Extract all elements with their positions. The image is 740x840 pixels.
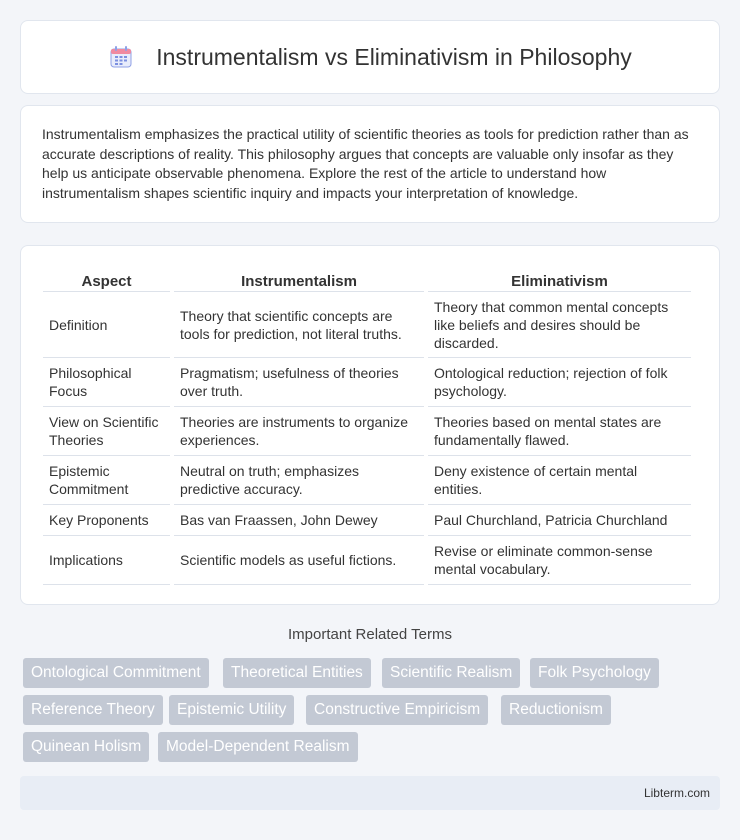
tag-reference-theory[interactable]: Reference Theory [23,695,163,725]
comparison-table [39,266,695,585]
table-header-row [43,266,691,292]
cell-aspect: Definition [43,292,170,358]
cell-instrumentalism: Scientific models as useful fictions. [174,536,424,585]
cell-instrumentalism: Pragmatism; usefulness of theories over truth. [174,358,424,407]
cell-instrumentalism: Bas van Fraassen, John Dewey [174,505,424,536]
cell-eliminativism: Deny existence of certain mental entities. [428,456,691,505]
footer-site-link[interactable]: Libterm.com [643,786,710,800]
table-row [43,358,691,407]
tag-model-dependent-realism[interactable]: Model-Dependent Realism [158,732,358,762]
cell-eliminativism: Theories based on mental states are fundamentally flawed. [428,407,691,456]
tag-scientific-realism[interactable]: Scientific Realism [382,658,520,688]
table-row [43,407,691,456]
cell-eliminativism: Ontological reduction; rejection of folk psychology. [428,358,691,407]
intro-paragraph: Instrumentalism emphasizes the practical utility of scientific theories as tools for prediction rather than as accurate descriptions of reality. This philosophy argues that concepts are valuable only insofar as they help us anticipate observable phenomena. Explore the rest of the article to understand how instrumentalism shapes scientific inquiry and impacts your interpretation of knowledge. [42,126,689,201]
comparison-card [20,245,720,605]
cell-aspect: View on Scientific Theories [43,407,170,456]
footer [20,776,720,810]
cell-eliminativism: Paul Churchland, Patricia Churchland [428,505,691,536]
tag-constructive-empiricism[interactable]: Constructive Empiricism [306,695,488,725]
cell-aspect: Philosophical Focus [43,358,170,407]
table-row [43,505,691,536]
cell-instrumentalism: Theories are instruments to organize experiences. [174,407,424,456]
title-card [20,20,720,94]
cell-aspect: Epistemic Commitment [43,456,170,505]
tag-reductionism[interactable]: Reductionism [501,695,611,725]
cell-instrumentalism: Neutral on truth; emphasizes predictive accuracy. [174,456,424,505]
tag-folk-psychology[interactable]: Folk Psychology [530,658,659,688]
header-instrumentalism: Instrumentalism [174,266,424,292]
cell-aspect: Implications [43,536,170,585]
table-row [43,292,691,358]
header-aspect: Aspect [43,266,170,292]
table-row [43,456,691,505]
calendar-icon [108,44,134,70]
table-row [43,536,691,585]
related-terms-heading: Important Related Terms [288,626,452,643]
tag-ontological-commitment[interactable]: Ontological Commitment [23,658,209,688]
cell-eliminativism: Revise or eliminate common-sense mental vocabulary. [428,536,691,585]
cell-instrumentalism: Theory that scientific concepts are tools for prediction, not literal truths. [174,292,424,358]
tag-epistemic-utility[interactable]: Epistemic Utility [169,695,294,725]
header-eliminativism: Eliminativism [428,266,691,292]
page-title: Instrumentalism vs Eliminativism in Philosophy [156,43,632,70]
tag-quinean-holism[interactable]: Quinean Holism [23,732,149,762]
intro-card [20,105,720,223]
cell-eliminativism: Theory that common mental concepts like beliefs and desires should be discarded. [428,292,691,358]
cell-aspect: Key Proponents [43,505,170,536]
tag-theoretical-entities[interactable]: Theoretical Entities [223,658,371,688]
